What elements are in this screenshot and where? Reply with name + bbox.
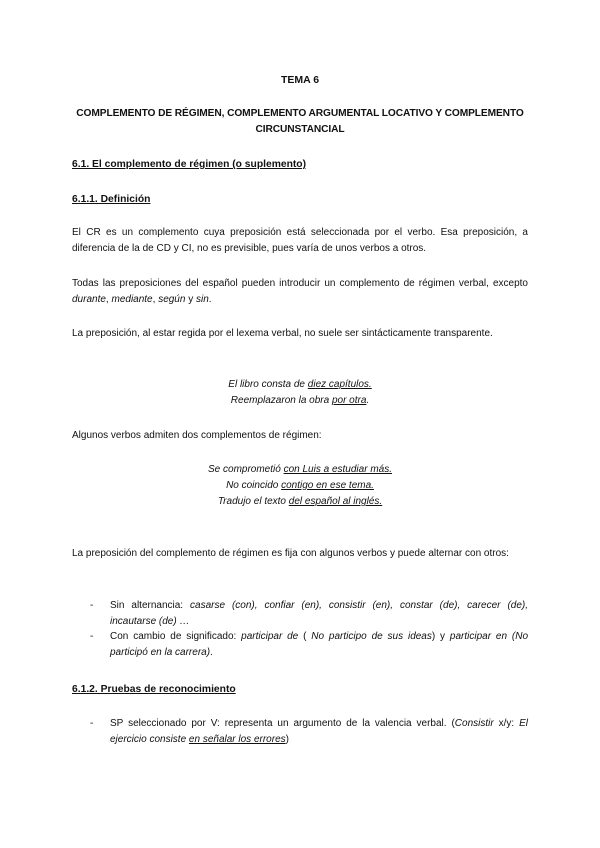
section-heading-6-1-2: 6.1.2. Pruebas de reconocimiento	[72, 684, 236, 695]
example-line	[72, 494, 528, 510]
list-item	[72, 716, 528, 747]
list-recognition-tests	[72, 716, 528, 747]
dash-bullet: -	[90, 631, 94, 642]
list-text: )	[285, 733, 289, 745]
dash-bullet: -	[90, 718, 94, 729]
example-underlined: con Luis a estudiar más.	[283, 464, 392, 475]
title-line-1: COMPLEMENTO DE RÉGIMEN, COMPLEMENTO ARGUMENTAL LOCATIVO Y COMPLEMENTO	[76, 108, 524, 119]
list-italic: Consistir	[454, 718, 494, 729]
topic-number: TEMA 6	[280, 74, 320, 86]
examples-block-2	[72, 462, 528, 510]
example-underlined: del español al inglés.	[288, 496, 383, 507]
list-text: (	[298, 631, 312, 642]
example-line	[72, 462, 528, 478]
para-separator: ,	[152, 293, 159, 305]
para-italic-word: durante	[72, 293, 106, 305]
list-text: ) y	[431, 631, 450, 642]
example-text: El libro consta de	[228, 379, 308, 390]
list-italic: participar en	[449, 631, 508, 642]
list-underlined: en señalar los errores	[188, 733, 286, 745]
example-underlined: por otra	[331, 395, 367, 406]
list-italic: (No participó en la carrera)	[110, 631, 529, 658]
document-title	[72, 106, 528, 139]
example-text: Se comprometió	[208, 464, 284, 475]
list-text: SP seleccionado por V: representa un argumento de la valencia verbal. (	[110, 718, 455, 729]
paragraph-two-complements: Algunos verbos admiten dos complementos de régimen:	[72, 430, 322, 441]
example-underlined: diez capítulos.	[307, 379, 372, 390]
section-heading-6-1: 6.1. El complemento de régimen (o suplemento)	[72, 159, 307, 170]
example-underlined: contigo en ese tema.	[281, 480, 374, 491]
para-separator: y	[185, 293, 196, 305]
para-separator: ,	[105, 293, 112, 305]
paragraph-fixed-preposition: La preposición del complemento de régimen es fija con algunos verbos y puede alternar con otros:	[72, 548, 509, 559]
list-italic: No participo de sus ideas	[311, 631, 432, 642]
example-text: No coincido	[226, 480, 282, 491]
list-item	[72, 629, 528, 660]
list-label: Sin alternancia:	[110, 600, 191, 611]
list-text: .	[210, 646, 213, 658]
dash-bullet: -	[90, 600, 94, 611]
list-italic: participar de	[241, 631, 299, 642]
list-italic: casarse (con), confiar (en), consistir (en), constar (de), carecer (de), incautarse (de) …	[110, 600, 528, 627]
example-line	[72, 377, 528, 393]
para-text: Todas las preposiciones del español pueden introducir un complemento de régimen verbal, excepto	[72, 278, 528, 289]
example-line	[72, 393, 528, 409]
para-italic-word: según	[158, 293, 186, 305]
list-label: Con cambio de significado:	[110, 631, 242, 642]
examples-block-1	[72, 377, 528, 409]
paragraph-transparency: La preposición, al estar regida por el lexema verbal, no suele ser sintácticamente transparente.	[72, 328, 493, 339]
para-end: .	[208, 293, 212, 305]
paragraph-prepositions	[72, 276, 528, 307]
example-text: .	[366, 395, 370, 406]
para-italic-word: sin	[196, 293, 209, 305]
title-line-2: CIRCUNSTANCIAL	[255, 124, 345, 136]
para-italic-word: mediante	[111, 293, 153, 305]
list-text: x/y:	[493, 718, 520, 729]
section-heading-6-1-1: 6.1.1. Definición	[72, 194, 151, 205]
list-item	[72, 598, 528, 629]
example-text: Reemplazaron la obra	[230, 395, 332, 406]
list-alternation	[72, 598, 528, 660]
example-line	[72, 478, 528, 494]
list-italic: El ejercicio consiste	[110, 718, 528, 745]
paragraph-definition: El CR es un complemento cuya preposición está seleccionada por el verbo. Esa preposición, a diferencia de la de CD y CI, no es previsible, pues varía de unos verbos a otros.	[72, 227, 528, 254]
example-text: Tradujo el texto	[217, 496, 289, 507]
